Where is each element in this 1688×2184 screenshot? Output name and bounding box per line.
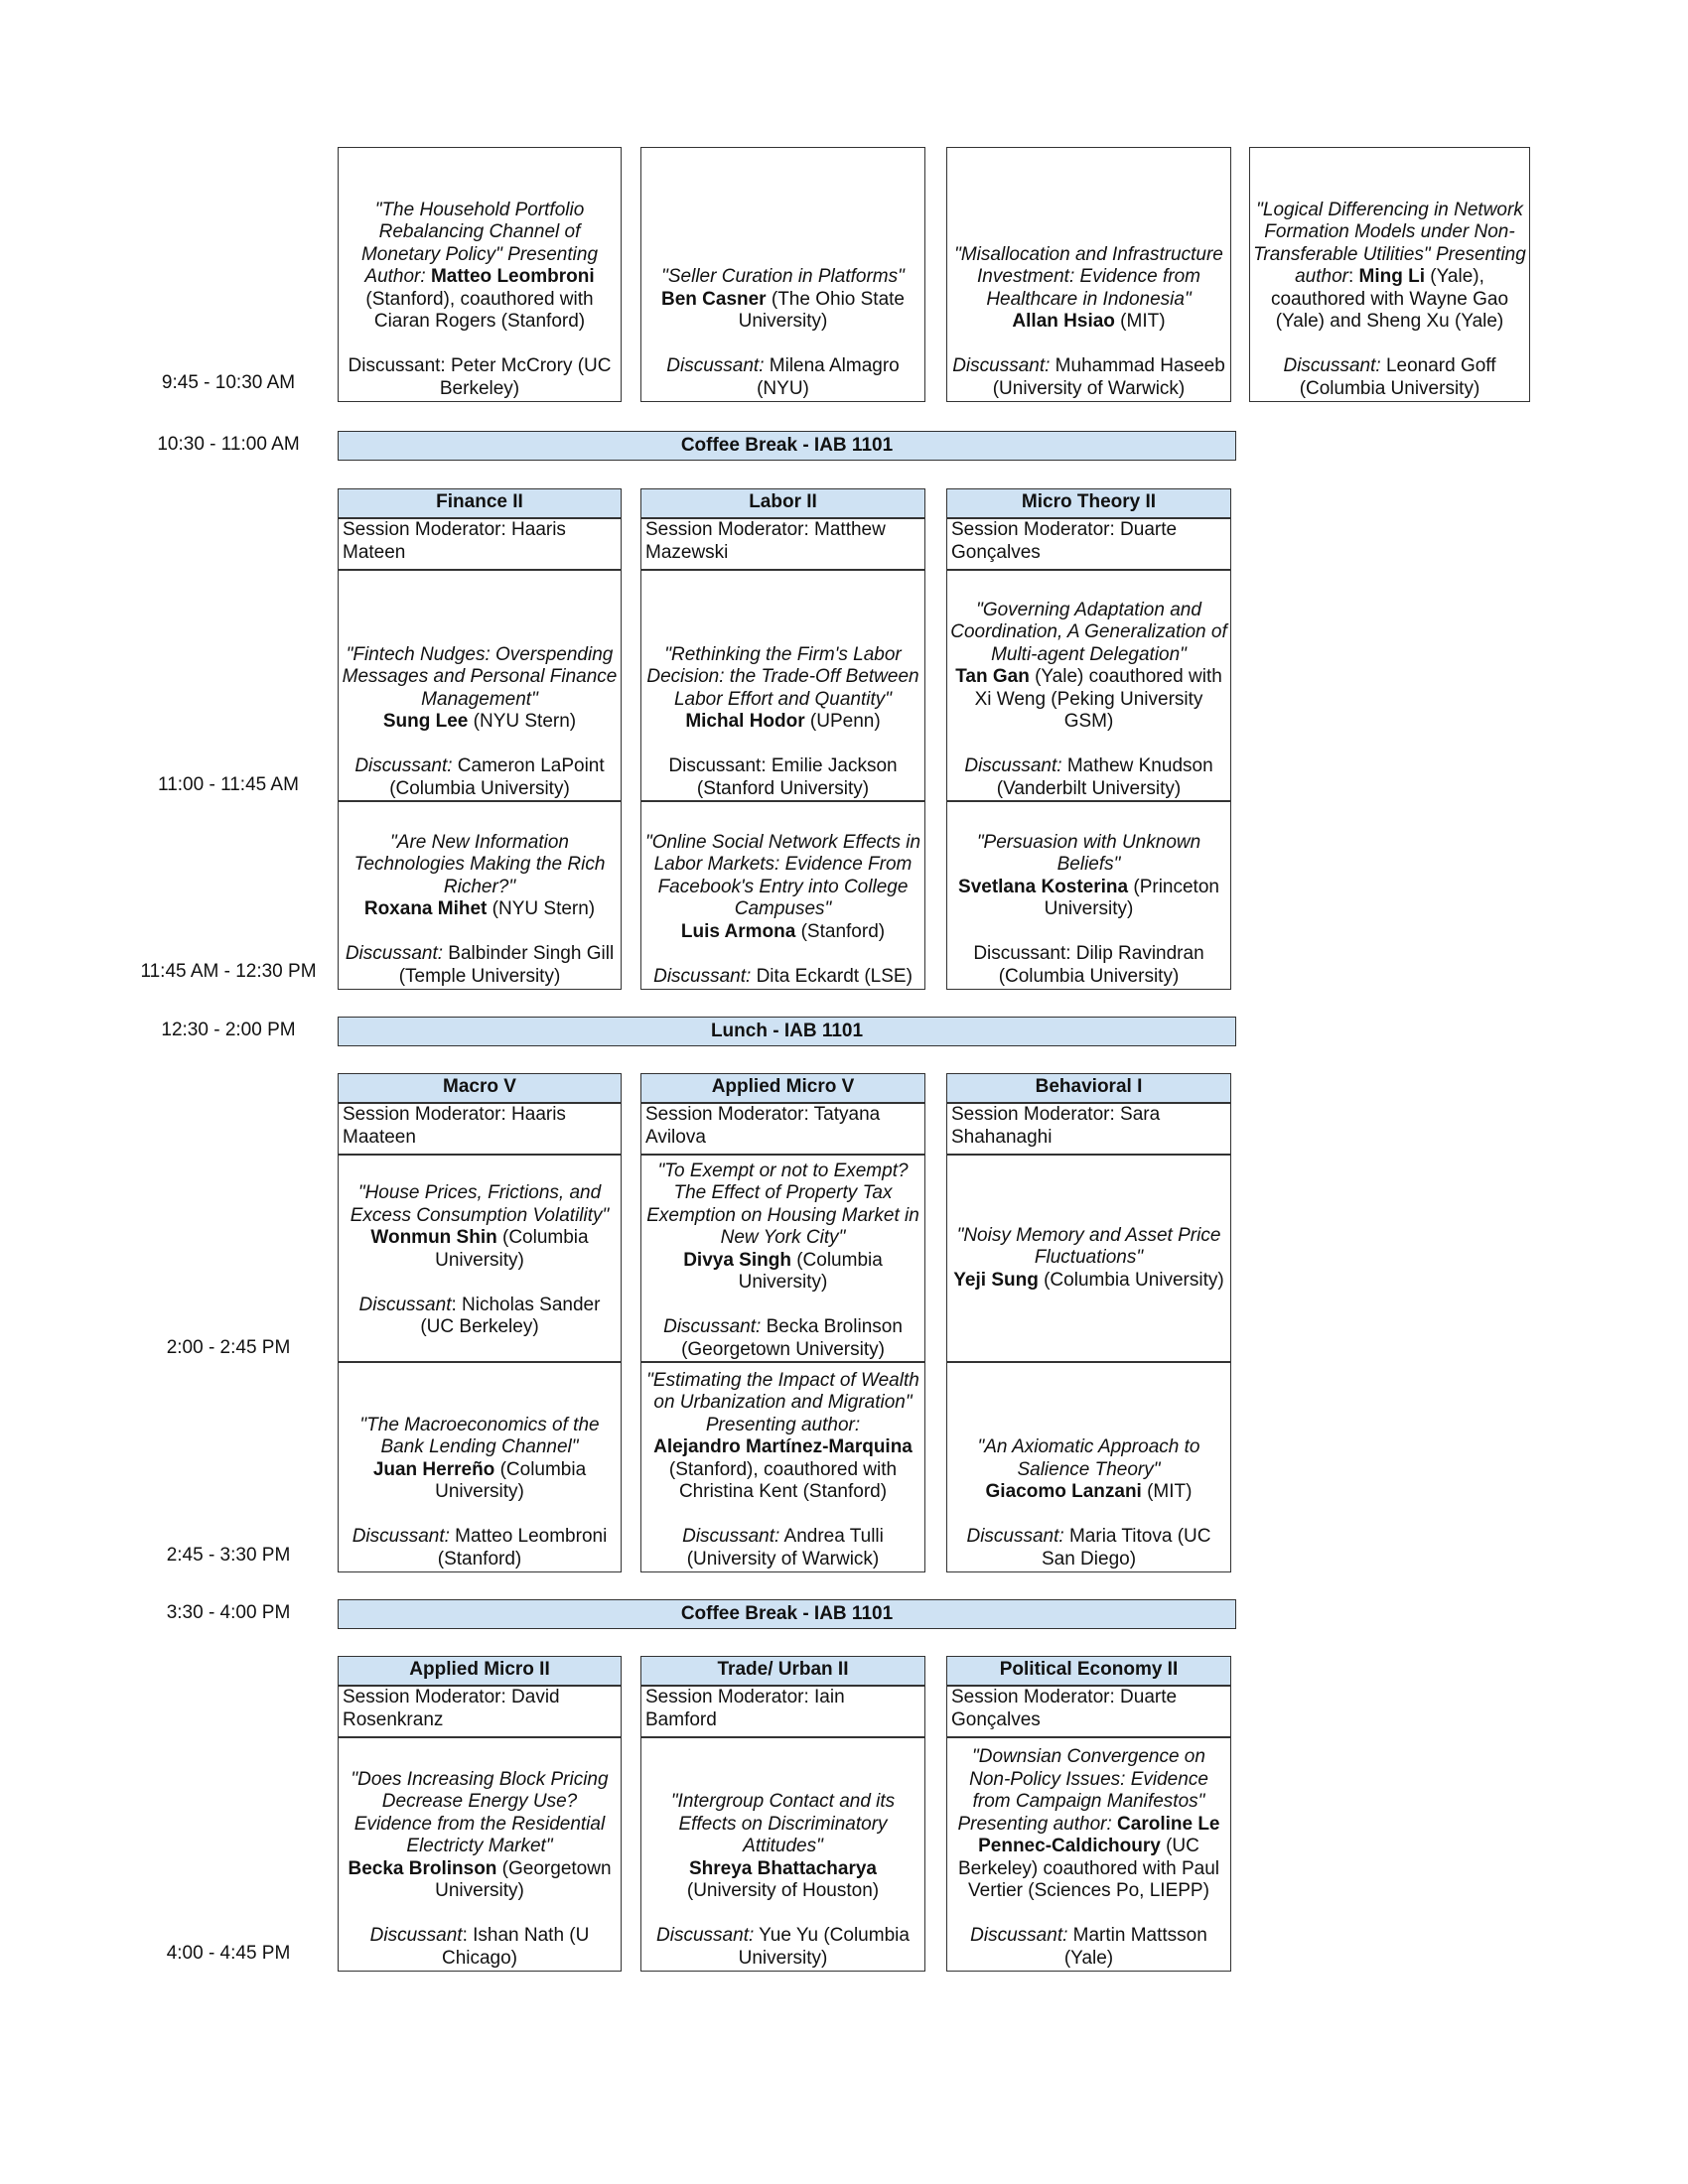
author-name: Juan Herreño	[372, 1458, 495, 1480]
author-name: Allan Hsiao	[1012, 311, 1115, 332]
paper-cell	[640, 147, 925, 402]
discussant-label: Discussant:	[653, 965, 757, 987]
paper-title: "Does Increasing Block Pricing Decrease Energy Use? Evidence from the Residential Electricty Market"	[351, 1768, 609, 1856]
discussant: Yue Yu (Columbia University)	[738, 1925, 910, 1969]
discussant: Milena Almagro (NYU)	[757, 355, 900, 399]
paper-title: "To Exempt or not to Exempt? The Effect of Property Tax Exemption on Housing Market in New York City"	[646, 1160, 919, 1248]
paper-cell	[640, 1737, 925, 1972]
author-name: Svetlana Kosterina	[958, 876, 1129, 897]
session-header-micro-theory-ii: Micro Theory II	[946, 488, 1231, 518]
author-name: Giacomo Lanzani	[985, 1481, 1142, 1502]
session-moderator: Session Moderator: Haaris Maateen	[338, 1103, 622, 1155]
paper-cell	[946, 1155, 1231, 1363]
paper-cell	[338, 1737, 622, 1972]
author-name: Becka Brolinson	[348, 1857, 497, 1879]
paper-title: "Governing Adaptation and Coordination, A Generalization of Multi-agent Delegation"	[950, 599, 1227, 665]
discussant: Balbinder Singh Gill (Temple University)	[398, 943, 615, 987]
author-affiliation: (Stanford)	[795, 920, 886, 942]
paper-title: "The Macroeconomics of the Bank Lending Channel"	[359, 1414, 600, 1457]
paper-cell	[946, 800, 1231, 990]
session-header-applied-micro-v: Applied Micro V	[640, 1073, 925, 1103]
session-header-trade-urban-ii: Trade/ Urban II	[640, 1656, 925, 1686]
discussant: Muhammad Haseeb (University of Warwick)	[992, 355, 1225, 399]
paper-title: "Fintech Nudges: Overspending Messages and Personal Finance Management"	[342, 643, 618, 710]
paper-cell	[338, 1361, 622, 1572]
lunch-banner: Lunch - IAB 1101	[338, 1017, 1236, 1046]
session-moderator: Session Moderator: Sara Shahanaghi	[946, 1103, 1231, 1155]
session-header-applied-micro-ii: Applied Micro II	[338, 1656, 622, 1686]
discussant-label: Discussant:	[666, 355, 770, 376]
author-affiliation: (MIT)	[1141, 1481, 1193, 1502]
time-slot-0945: 9:45 - 10:30 AM	[161, 372, 296, 393]
author-name: Ming Li	[1358, 266, 1426, 287]
discussant: Discussant: Dilip Ravindran (Columbia University)	[973, 943, 1204, 987]
presenting-colon: :	[1347, 266, 1359, 287]
author-name: Luis Armona	[680, 920, 796, 942]
discussant: : Ishan Nath (U Chicago)	[441, 1925, 590, 1969]
paper-title: "Noisy Memory and Asset Price Fluctuations"	[956, 1224, 1221, 1269]
author-affiliation: (Columbia University)	[1038, 1269, 1224, 1291]
discussant: Discussant: Emilie Jackson (Stanford University)	[668, 755, 898, 799]
author-name: Tan Gan	[955, 666, 1030, 687]
discussant-label: Discussant:	[345, 943, 444, 964]
author-name: Roxana Mihet	[363, 898, 488, 919]
session-moderator: Session Moderator: David Rosenkranz	[338, 1686, 622, 1737]
author-affiliation: (Stanford), coauthored with Ciaran Rogers (Stanford)	[365, 288, 594, 332]
time-slot-1230: 12:30 - 2:00 PM	[161, 1020, 296, 1040]
paper-title: "House Prices, Frictions, and Excess Consumption Volatility"	[350, 1182, 610, 1226]
paper-cell	[640, 570, 925, 802]
time-slot-1600: 4:00 - 4:45 PM	[166, 1943, 291, 1964]
author-affiliation: (Stanford), coauthored with Christina Kent (Stanford)	[668, 1458, 898, 1502]
paper-title: "Seller Curation in Platforms"	[661, 266, 905, 287]
discussant-label: Discussant:	[970, 1925, 1068, 1946]
discussant-label: Discussant:	[682, 1526, 780, 1547]
session-moderator: Session Moderator: Duarte Gonçalves	[946, 1686, 1231, 1737]
time-slot-1100: 11:00 - 11:45 AM	[158, 774, 299, 795]
presenting-label: Presenting Author:	[364, 243, 599, 287]
author-affiliation: (Columbia University)	[435, 1458, 587, 1502]
paper-cell	[946, 147, 1231, 402]
paper-cell	[338, 147, 622, 402]
author-affiliation: (UC Berkeley) coauthored with Paul Vertier (Sciences Po, LIEPP)	[958, 1836, 1219, 1901]
discussant: Cameron LaPoint (Columbia University)	[389, 755, 605, 799]
presenting-label: Presenting author:	[957, 1813, 1118, 1835]
discussant-label: Discussant:	[663, 1316, 767, 1337]
paper-title: "Intergroup Contact and its Effects on Discriminatory Attitudes"	[670, 1791, 896, 1856]
paper-cell	[338, 570, 622, 802]
paper-title: "Persuasion with Unknown Beliefs"	[976, 831, 1201, 875]
author-name: Alejandro Martínez-Marquina	[653, 1436, 913, 1457]
discussant-label: Discussant:	[352, 1526, 450, 1547]
time-slot-1030: 10:30 - 11:00 AM	[157, 434, 300, 455]
paper-title: "Estimating the Impact of Wealth on Urbanization and Migration" Presenting author:	[646, 1369, 919, 1435]
discussant: Dita Eckardt (LSE)	[756, 965, 913, 987]
session-header-finance-ii: Finance II	[338, 488, 622, 518]
author-name: Wonmun Shin	[370, 1227, 497, 1248]
discussant-label: Discussant:	[1283, 355, 1381, 376]
time-slot-1445: 2:45 - 3:30 PM	[166, 1545, 291, 1566]
author-affiliation: (NYU Stern)	[468, 711, 577, 732]
author-affiliation: (Yale), coauthored with Wayne Gao (Yale) and Sheng Xu (Yale)	[1270, 266, 1509, 332]
time-slot-1400: 2:00 - 2:45 PM	[166, 1337, 291, 1358]
paper-cell	[640, 800, 925, 990]
session-header-labor-ii: Labor II	[640, 488, 925, 518]
author-affiliation: (University of Houston)	[686, 1880, 880, 1901]
author-affiliation: (Yale) coauthored with Xi Weng (Peking University GSM)	[974, 666, 1222, 732]
discussant: Matteo Leombroni (Stanford)	[437, 1526, 608, 1570]
discussant: Mathew Knudson (Vanderbilt University)	[996, 755, 1213, 799]
discussant: Becka Brolinson (Georgetown University)	[681, 1316, 903, 1360]
discussant: Martin Mattsson (Yale)	[1063, 1925, 1207, 1969]
paper-cell	[640, 1361, 925, 1572]
session-moderator: Session Moderator: Duarte Gonçalves	[946, 518, 1231, 570]
discussant-label: Discussant:	[966, 1526, 1064, 1547]
author-name: Caroline Le Pennec-Caldichoury	[978, 1813, 1220, 1856]
author-name: Yeji Sung	[953, 1269, 1039, 1291]
author-affiliation: (The Ohio State University)	[738, 288, 905, 332]
author-name: Shreya Bhattacharya	[688, 1857, 878, 1879]
paper-title: "Online Social Network Effects in Labor Markets: Evidence From Facebook's Entry into College Campuses"	[644, 831, 921, 919]
paper-title: "Are New Information Technologies Making the Rich Richer?"	[353, 831, 606, 897]
discussant: : Nicholas Sander (UC Berkeley)	[420, 1294, 601, 1337]
paper-title: "Rethinking the Firm's Labor Decision: the Trade-Off Between Labor Effort and Quantity"	[646, 643, 919, 710]
session-header-macro-v: Macro V	[338, 1073, 622, 1103]
session-moderator: Session Moderator: Tatyana Avilova	[640, 1103, 925, 1155]
discussant-label: Discussant:	[964, 755, 1062, 776]
discussant-label: Discussant:	[354, 755, 453, 776]
paper-cell	[640, 1155, 925, 1363]
session-moderator: Session Moderator: Iain Bamford	[640, 1686, 925, 1737]
author-affiliation: (NYU Stern)	[487, 898, 596, 919]
author-affiliation: (MIT)	[1114, 311, 1166, 332]
author-affiliation: (Columbia University)	[435, 1227, 589, 1271]
paper-title: "Logical Differencing in Network Formation Models under Non-Transferable Utilities"	[1253, 199, 1523, 265]
paper-title: "Downsian Convergence on Non-Policy Issues: Evidence from Campaign Manifestos"	[969, 1746, 1208, 1812]
coffee-break-banner: Coffee Break - IAB 1101	[338, 1599, 1236, 1629]
time-slot-1530: 3:30 - 4:00 PM	[166, 1602, 291, 1623]
coffee-break-banner: Coffee Break - IAB 1101	[338, 431, 1236, 461]
author-name: Michal Hodor	[685, 711, 805, 732]
discussant: Andrea Tulli (University of Warwick)	[686, 1526, 884, 1570]
discussant: Leonard Goff (Columbia University)	[1299, 355, 1496, 399]
paper-title: "An Axiomatic Approach to Salience Theory"	[977, 1436, 1200, 1480]
discussant-label: Discussant	[358, 1294, 452, 1315]
discussant-label: Discussant:	[952, 355, 1051, 376]
discussant-label: Discussant:	[656, 1925, 755, 1946]
time-slot-1145: 11:45 AM - 12:30 PM	[140, 961, 317, 982]
paper-cell	[1249, 147, 1530, 402]
session-header-political-economy-ii: Political Economy II	[946, 1656, 1231, 1686]
paper-cell	[946, 1361, 1231, 1572]
presenting-label: Presenting author	[1295, 243, 1526, 287]
paper-cell	[946, 570, 1231, 802]
session-moderator: Session Moderator: Haaris Mateen	[338, 518, 622, 570]
paper-title: "The Household Portfolio Rebalancing Channel of Monetary Policy"	[360, 199, 585, 265]
author-name: Matteo Leombroni	[430, 266, 595, 287]
author-affiliation: (Columbia University)	[738, 1249, 883, 1293]
author-name: Sung Lee	[382, 711, 469, 732]
discussant: Maria Titova (UC San Diego)	[1041, 1526, 1211, 1570]
author-affiliation: (Georgetown University)	[435, 1857, 612, 1901]
session-moderator: Session Moderator: Matthew Mazewski	[640, 518, 925, 570]
paper-title: "Misallocation and Infrastructure Investment: Evidence from Healthcare in Indonesia"	[954, 243, 1223, 310]
author-affiliation: (UPenn)	[804, 711, 881, 732]
discussant: Discussant: Peter McCrory (UC Berkeley)	[348, 355, 612, 399]
discussant-label: Discussant	[369, 1925, 463, 1946]
session-header-behavioral-i: Behavioral I	[946, 1073, 1231, 1103]
author-affiliation: (Princeton University)	[1044, 876, 1219, 919]
paper-cell	[338, 1155, 622, 1363]
paper-cell	[946, 1737, 1231, 1972]
author-name: Divya Singh	[683, 1249, 791, 1271]
paper-cell	[338, 800, 622, 990]
author-name: Ben Casner	[660, 288, 767, 310]
